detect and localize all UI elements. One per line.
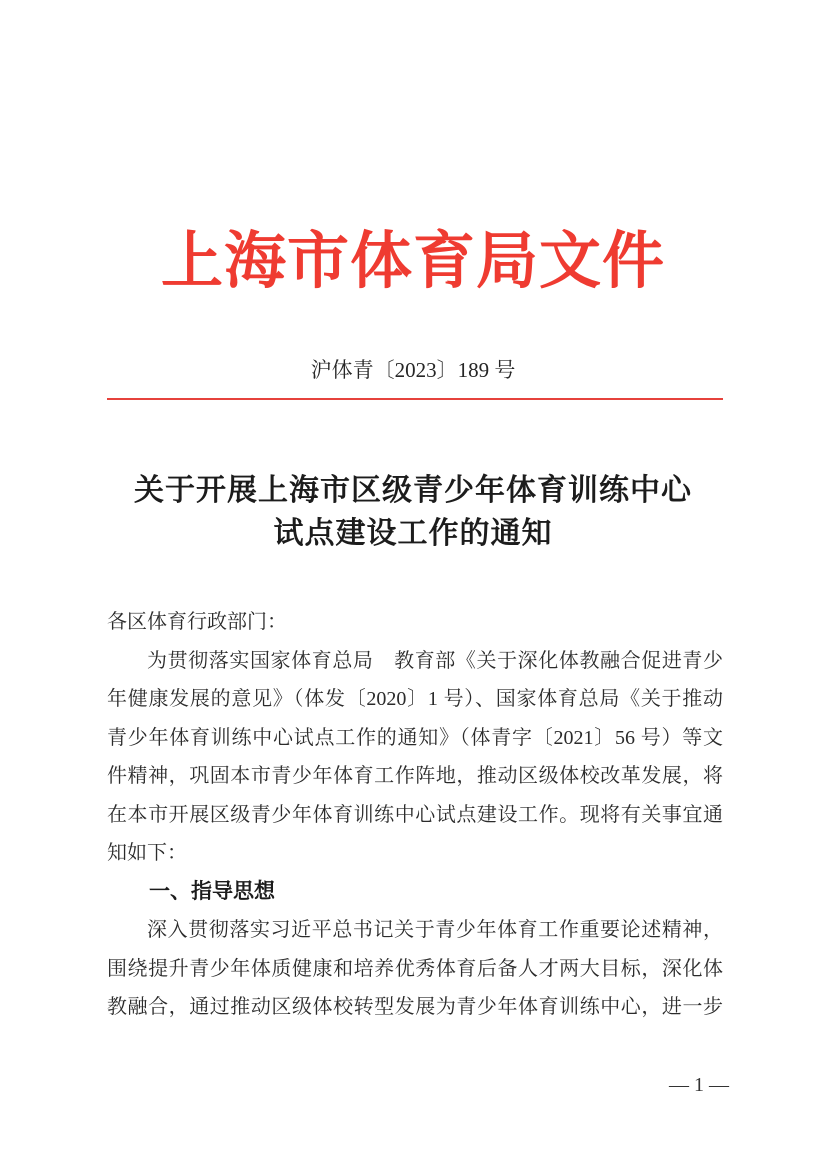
- section-heading-1: 一、指导思想: [149, 879, 275, 903]
- body-line: 青少年体育训练中心试点工作的通知》（体青字〔2021〕56 号）等文: [107, 726, 723, 749]
- page-number: — 1 —: [669, 1074, 729, 1096]
- body-line: 为贯彻落实国家体育总局 教育部《关于深化体教融合促进青少: [147, 649, 723, 672]
- body-line: 深入贯彻落实习近平总书记关于青少年体育工作重要论述精神，: [147, 919, 723, 941]
- document-title-line2: 试点建设工作的通知: [273, 517, 553, 550]
- red-header-title: 上海市体育局文件: [160, 228, 665, 296]
- body-line: 件精神，巩固本市青少年体育工作阵地，推动区级体校改革发展，将: [107, 765, 723, 787]
- body-line: 围绕提升青少年体质健康和培养优秀体育后备人才两大目标，深化体: [107, 957, 723, 980]
- body-line: 知如下：: [107, 842, 187, 864]
- body-line: 在本市开展区级青少年体育训练中心试点建设工作。现将有关事宜通: [107, 803, 723, 826]
- body-line: 教融合，通过推动区级体校转型发展为青少年体育训练中心，进一步: [107, 996, 723, 1018]
- document-body: [107, 603, 723, 1027]
- body-line-salutation: 各区体育行政部门：: [107, 611, 287, 633]
- document-title: [0, 469, 826, 555]
- document-number: 沪体青〔2023〕189 号: [310, 358, 516, 382]
- body-line: 年健康发展的意见》（体发〔2020〕1 号）、国家体育总局《关于推动: [107, 688, 723, 710]
- document-title-line1: 关于开展上海市区级青少年体育训练中心: [134, 474, 692, 507]
- red-divider-line: [107, 398, 723, 400]
